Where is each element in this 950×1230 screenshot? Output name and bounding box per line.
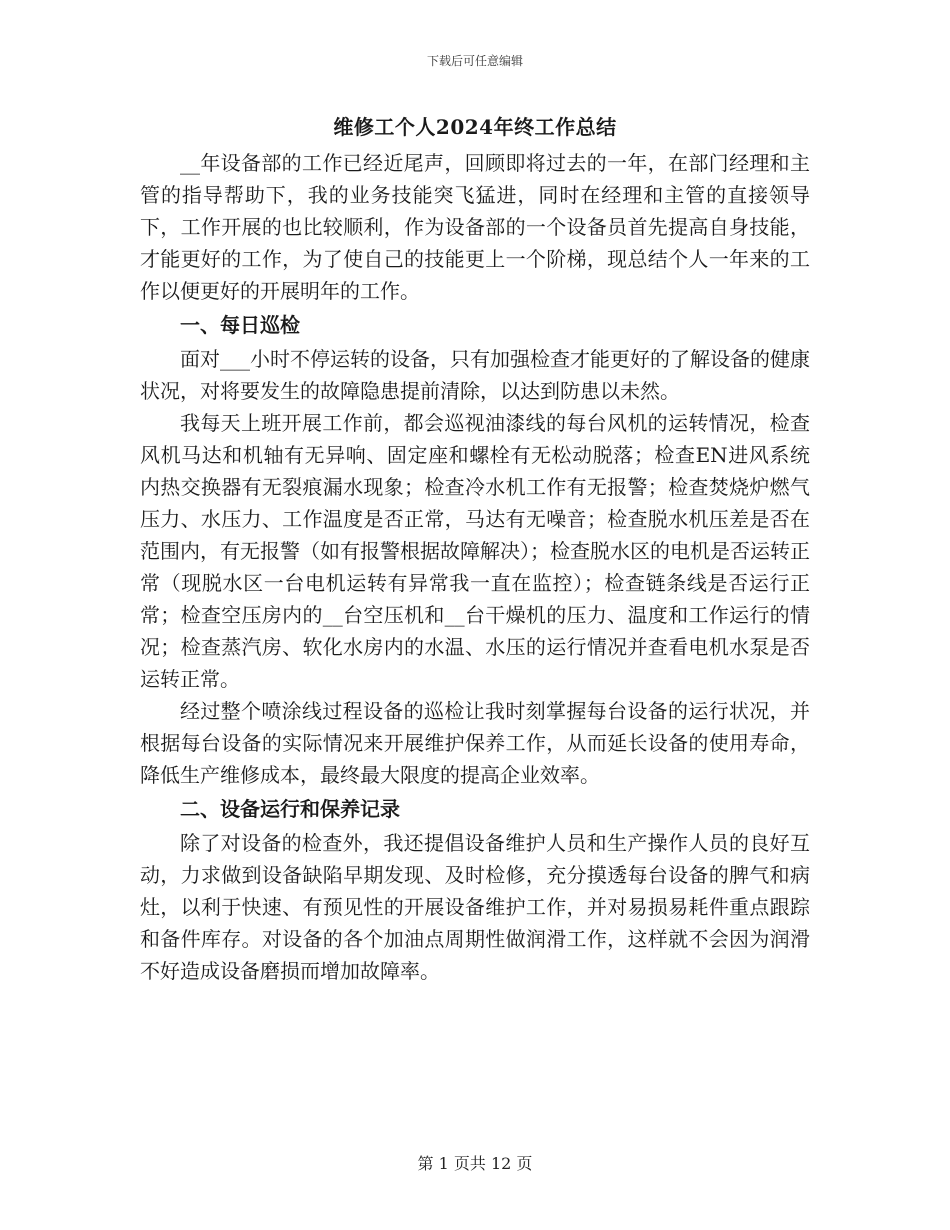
paragraph: 面对___小时不停运转的设备，只有加强检查才能更好的了解设备的健康状况，对将要发生的故障隐患提前清除，以达到防患以未然。	[140, 347, 810, 403]
page-header: 下载后可任意编辑	[426, 54, 523, 68]
document-body	[140, 147, 810, 987]
paragraph: 除了对设备的检查外，我还提倡设备维护人员和生产操作人员的良好互动，力求做到设备缺陷早期发现、及时检修，充分摸透每台设备的脾气和病灶，以利于快速、有预见性的开展设备维护工作，并对易损易耗件重点跟踪和备件库存。对设备的各个加油点周期性做润滑工作，这样就不会因为润滑不好造成设备磨损而增加故障率。	[140, 831, 810, 983]
intro-paragraph: __年设备部的工作已经近尾声，回顾即将过去的一年，在部门经理和主管的指导帮助下，我的业务技能突飞猛进，同时在经理和主管的直接领导下，工作开展的也比较顺利，作为设备部的一个设备员首先提高自身技能，才能更好的工作，为了使自己的技能更上一个阶梯，现总结个人一年来的工作以便更好的开展明年的工作。	[140, 151, 810, 303]
section-heading-daily-inspection: 一、每日巡检	[180, 313, 300, 337]
document-title: 维修工个人2024年终工作总结	[333, 115, 617, 139]
page-number: 第 1 页共 12 页	[417, 1154, 533, 1173]
paragraph: 经过整个喷涂线过程设备的巡检让我时刻掌握每台设备的运行状况，并根据每台设备的实际情况来开展维护保养工作，从而延长设备的使用寿命，降低生产维修成本，最终最大限度的提高企业效率。	[140, 699, 810, 787]
section-heading-maintenance-records: 二、设备运行和保养记录	[180, 797, 400, 821]
paragraph: 我每天上班开展工作前，都会巡视油漆线的每台风机的运转情况，检查风机马达和机轴有无异响、固定座和螺栓有无松动脱落；检查EN进风系统内热交换器有无裂痕漏水现象；检查冷水机工作有无报警；检查焚烧炉燃气压力、水压力、工作温度是否正常，马达有无噪音；检查脱水机压差是否在范围内，有无报警（如有报警根据故障解决）；检查脱水区的电机是否运转正常（现脱水区一台电机运转有异常我一直在监控）；检查链条线是否运行正常；检查空压房内的__台空压机和__台干燥机的压力、温度和工作运行的情况；检查蒸汽房、软化水房内的水温、水压的运行情况并查看电机水泵是否运转正常。	[140, 411, 810, 691]
